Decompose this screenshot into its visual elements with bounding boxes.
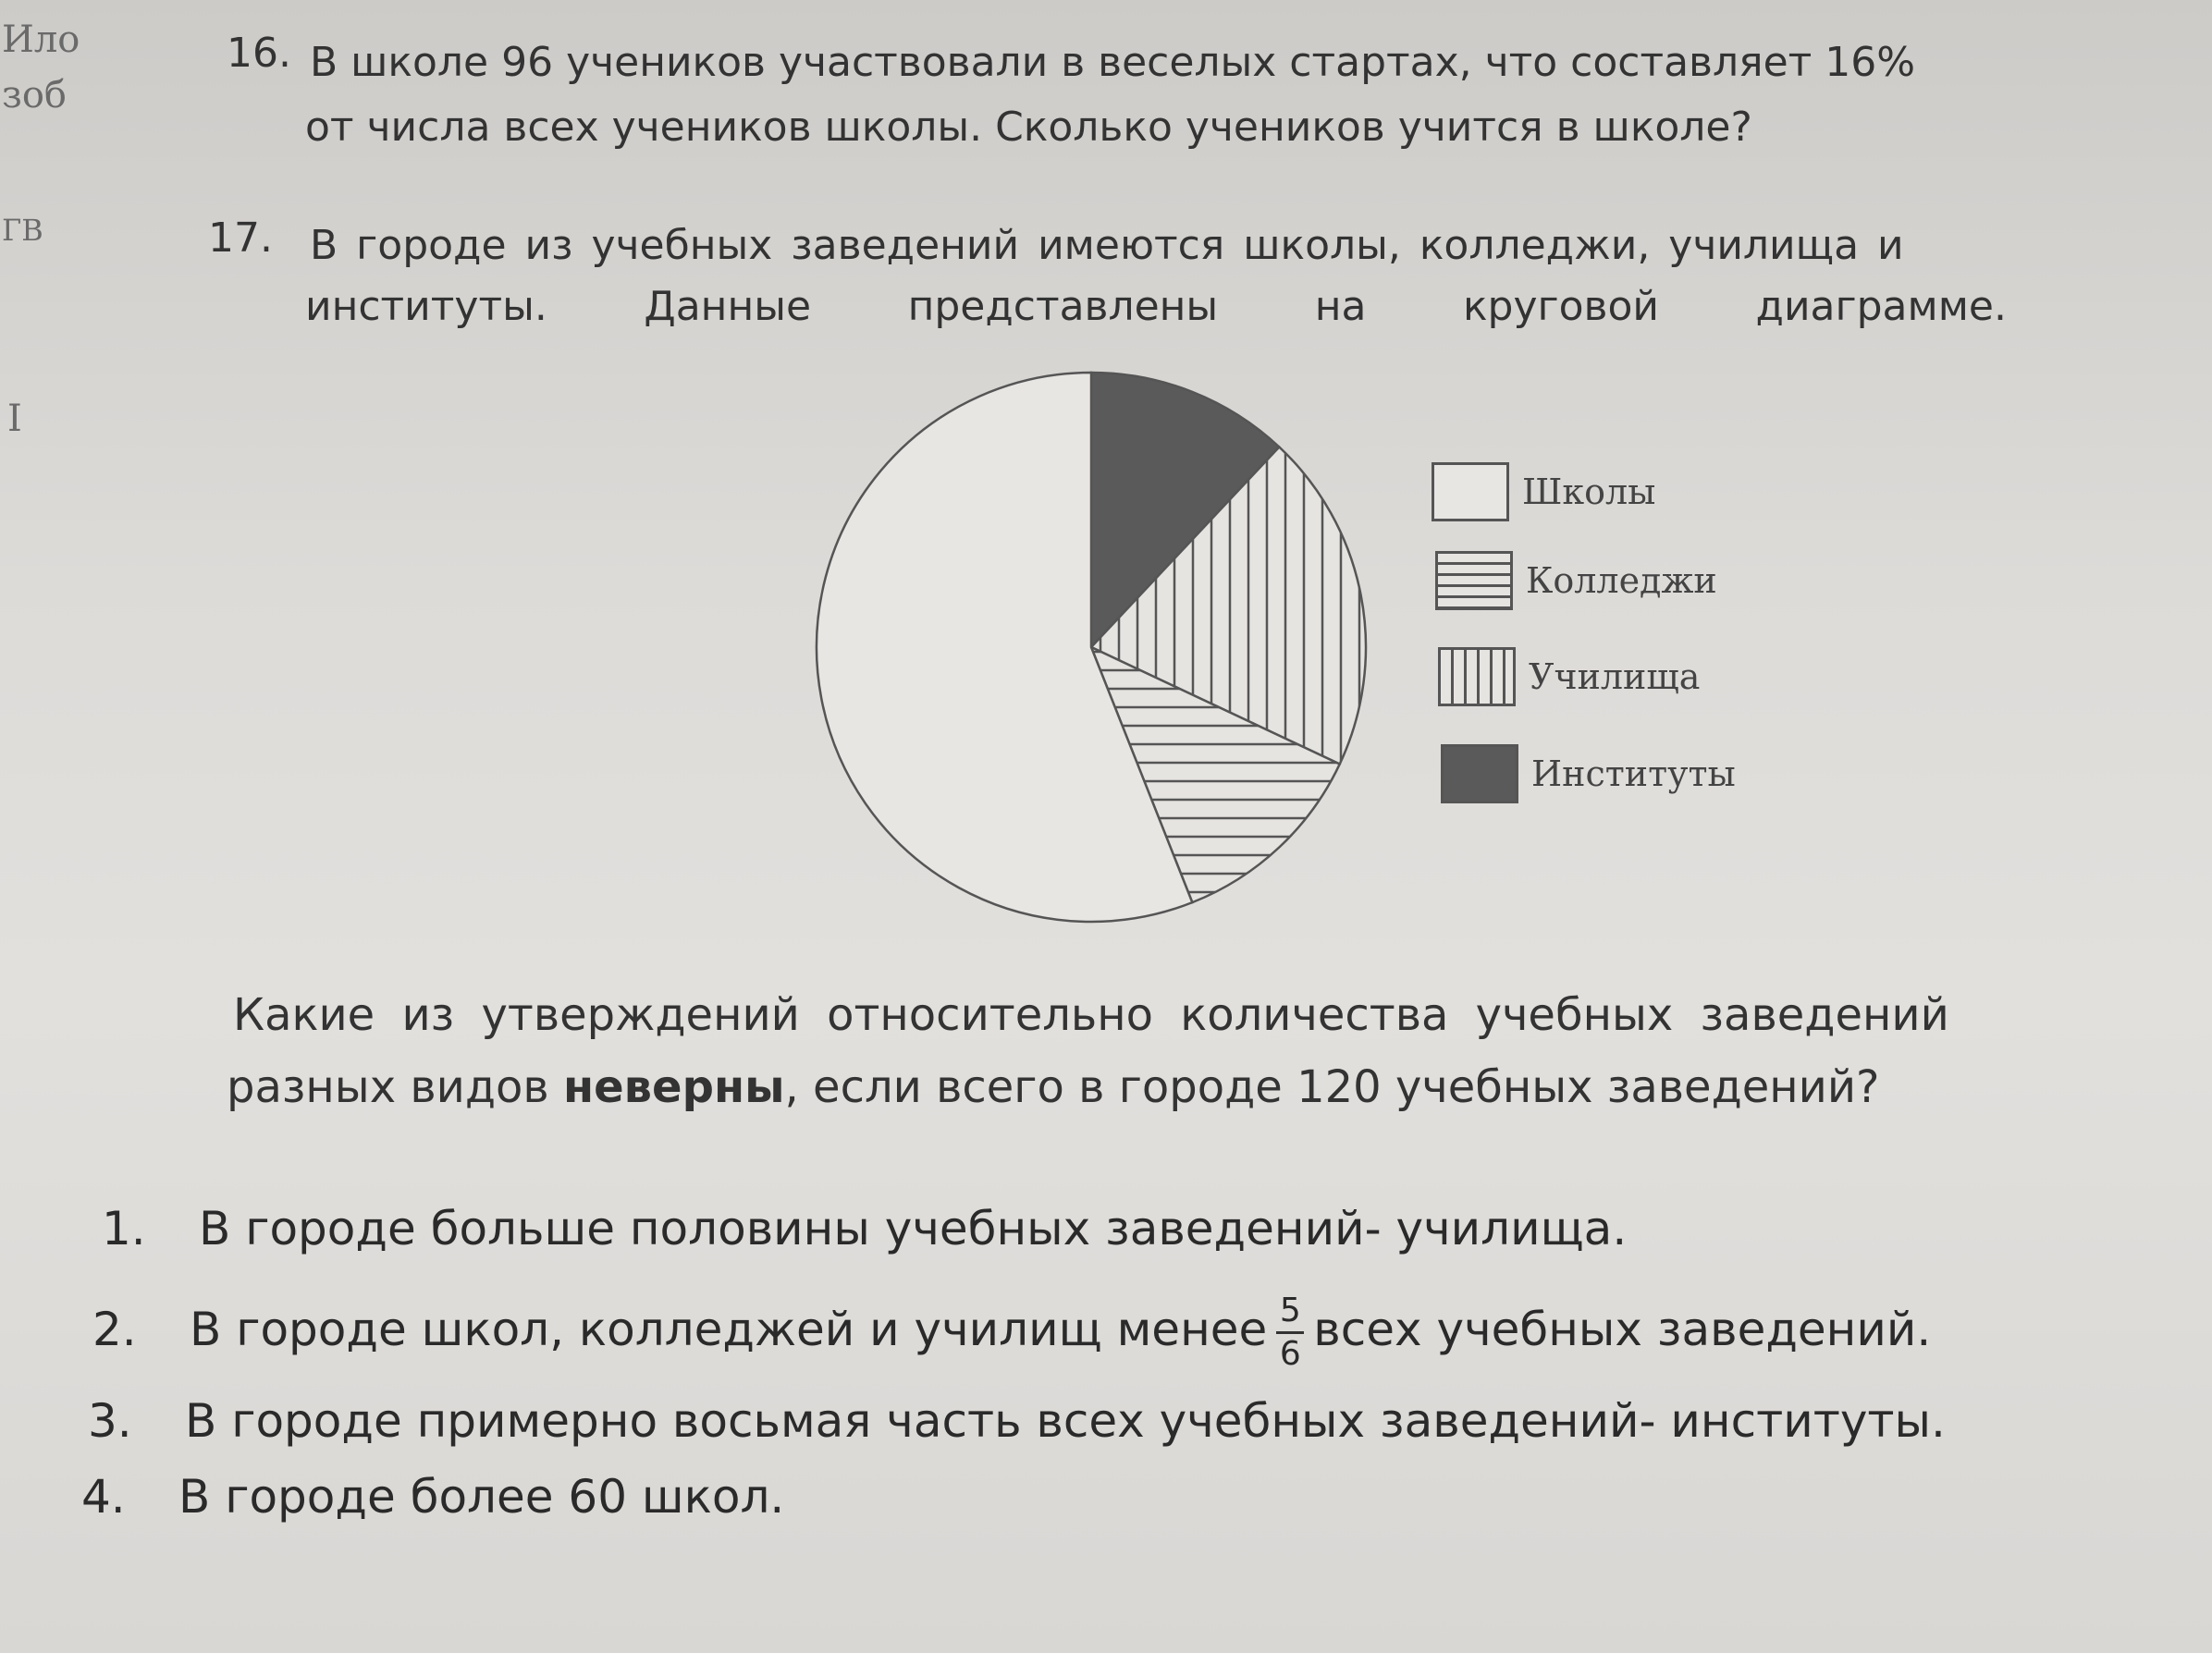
fraction <box>1276 1294 1304 1371</box>
question-16-line-2: от числа всех учеников школы. Сколько учеников учится в школе? <box>305 104 1752 151</box>
option-number: 4. <box>81 1470 126 1524</box>
question-17-number: 17. <box>208 214 273 262</box>
question-16-number: 16. <box>227 30 291 77</box>
margin-fragment: Ило <box>2 18 80 61</box>
legend-swatch-blank <box>1432 462 1509 521</box>
question-17-line-1: В городе из учебных заведений имеются школы, колледжи, училища и <box>310 222 1904 269</box>
fraction-bar <box>1276 1331 1304 1334</box>
option-text: В городе примерно восьмая часть всех учебных заведений- институты. <box>185 1394 1946 1448</box>
legend-swatch-horizontal <box>1435 551 1513 610</box>
option-number: 2. <box>92 1303 137 1356</box>
legend-label: Колледжи <box>1526 560 1717 601</box>
option-3 <box>88 1394 1946 1448</box>
margin-fragment: зоб <box>2 74 67 116</box>
legend-swatch-dark <box>1441 744 1518 803</box>
option-text: В городе школ, колледжей и училищ менее <box>190 1303 1268 1356</box>
pie-chart <box>795 365 1387 938</box>
question-text: разных видов <box>227 1061 563 1113</box>
option-number: 1. <box>102 1202 146 1255</box>
legend-swatch-vertical <box>1438 647 1516 706</box>
fraction-denominator: 6 <box>1279 1335 1301 1373</box>
legend-label: Училища <box>1529 656 1701 697</box>
question-16-line-1: В школе 96 учеников участвовали в веселых стартах, что составляет 16% <box>310 39 1916 86</box>
word: институты. <box>305 283 547 330</box>
option-text: В городе больше половины учебных заведений- училища. <box>199 1202 1628 1255</box>
word: круговой <box>1462 283 1659 330</box>
word: на <box>1314 283 1367 330</box>
legend-label: Школы <box>1522 471 1656 512</box>
emphasis-word: неверны <box>562 1061 785 1113</box>
margin-fragment: I <box>7 398 22 440</box>
option-4 <box>81 1470 784 1524</box>
option-text: В городе более 60 школ. <box>178 1470 785 1524</box>
option-1 <box>102 1202 1627 1255</box>
word: диаграмме. <box>1755 283 2007 330</box>
question-17-line-2 <box>305 283 2007 330</box>
word: представлены <box>907 283 1219 330</box>
option-2 <box>92 1294 1931 1371</box>
legend-item-vocational <box>1438 647 1700 706</box>
question-line-1: Какие из утверждений относительно количества учебных заведений <box>233 989 1949 1041</box>
option-text: всех учебных заведений. <box>1313 1303 1932 1356</box>
option-number: 3. <box>88 1394 132 1448</box>
fraction-numerator: 5 <box>1279 1292 1301 1329</box>
legend-item-institutes <box>1441 744 1736 803</box>
question-line-2 <box>227 1061 1880 1113</box>
legend-item-schools <box>1432 462 1655 521</box>
legend-label: Институты <box>1531 753 1736 794</box>
question-text: , если всего в городе 120 учебных заведений? <box>784 1061 1880 1113</box>
legend-item-colleges <box>1435 551 1717 610</box>
margin-fragment: ГВ <box>2 213 43 248</box>
word: Данные <box>644 283 812 330</box>
